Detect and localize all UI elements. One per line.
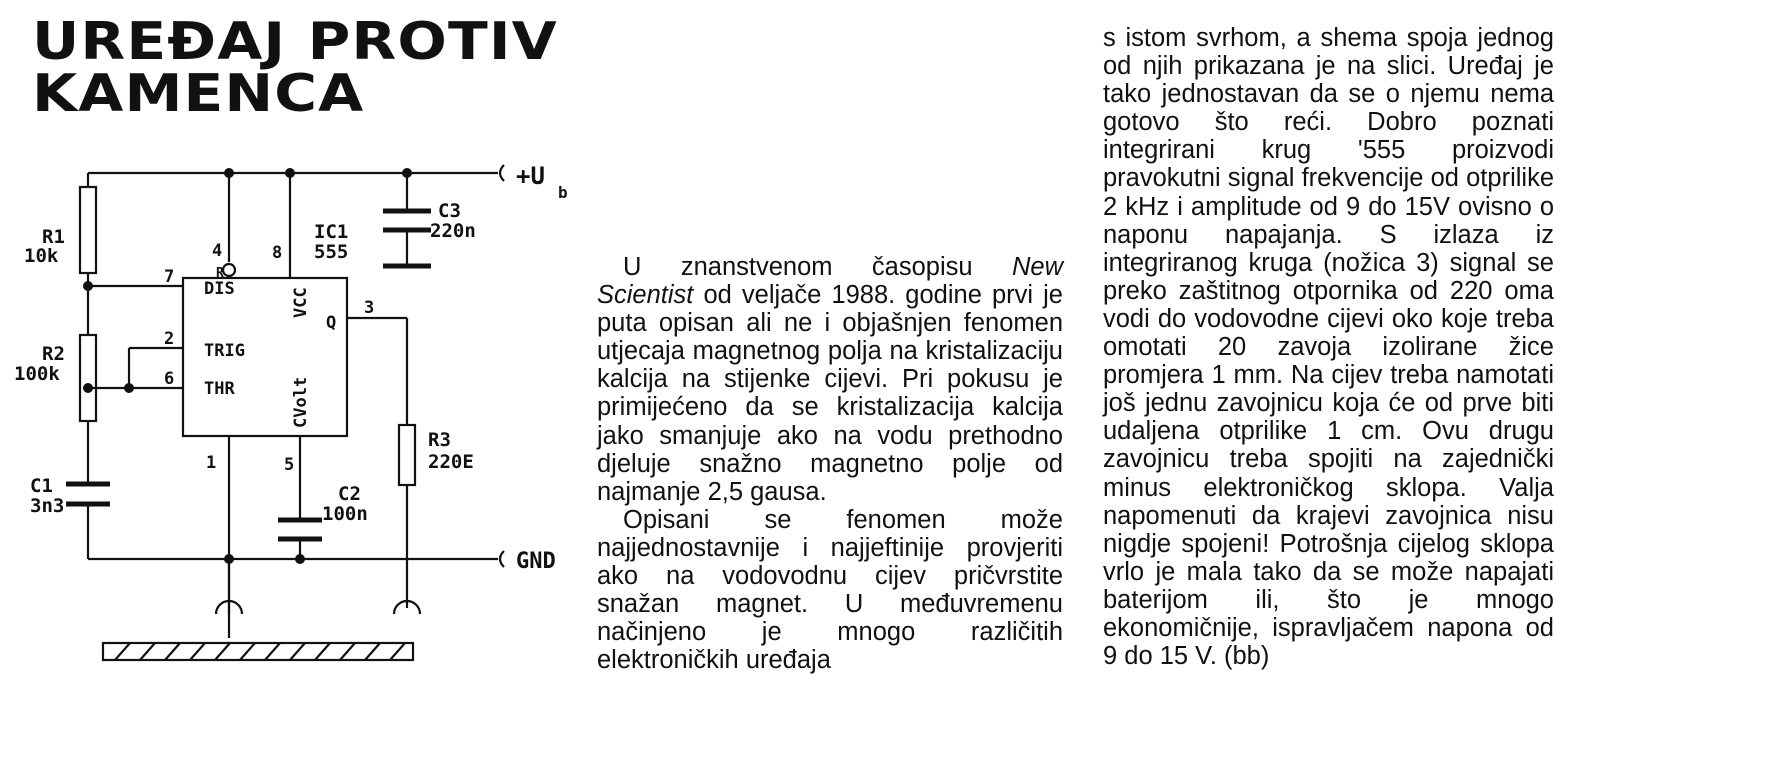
resistor-r1 — [80, 187, 96, 273]
c2-value: 100n — [322, 503, 368, 525]
title-line-2: KAMENCA — [32, 64, 365, 124]
vcc-terminal-sub: b — [558, 183, 568, 202]
capacitor-plates — [66, 211, 431, 539]
resistor-r3 — [399, 425, 415, 485]
vcc-terminal-label: +U — [516, 162, 545, 190]
gnd-terminal-label: GND — [516, 549, 556, 574]
pin-reset-name: R — [216, 266, 224, 281]
c1-value: 3n3 — [30, 495, 65, 517]
r3-label: R3 — [428, 429, 451, 451]
c1-label: C1 — [30, 475, 53, 497]
text-column-1 — [597, 253, 1063, 674]
pin-3-number: 3 — [364, 298, 375, 318]
pin-8-number: 8 — [272, 243, 283, 263]
text-column-2 — [1103, 24, 1554, 670]
resistor-r2 — [80, 335, 96, 421]
pin-2-number: 2 — [164, 329, 175, 349]
r2-label: R2 — [42, 343, 65, 365]
pin-vcc-name: VCC — [291, 287, 311, 318]
pin-thr-name: THR — [204, 379, 235, 399]
r2-value: 100k — [14, 363, 60, 385]
pin-7-number: 7 — [164, 267, 175, 287]
pin-trig-name: TRIG — [204, 341, 245, 361]
r3-value: 220E — [428, 451, 474, 473]
pin-dis-name: DIS — [204, 279, 235, 299]
ic-pin-labels — [164, 241, 374, 475]
ic-label: IC1 — [314, 221, 349, 243]
paragraph-3: s istom svrhom, a shema spoja jednog od njih prikazana je na slici. Uređaj je tako jednostavan da se o njemu nema gotovo što reći. Dobro poznati integrirani krug '555 proizvodi pravokutni signal frekvencije od otprilike 2 kHz i amplitude od 9 do 15V ovisno o naponu napajanja. S izlaza iz integriranog kruga (nožica 3) signal se preko zaštitnog otpornika od 220 oma vodi do vodovodne cijevi oko koje treba omotati 20 zavoja izolirane žice promjera 1 mm. Na cijev treba namotati još jednu zavojnicu koja će od prve biti udaljena otprilike 1 cm. Ovu drugu zavojnicu treba spojiti na zajednički minus elektroničkog sklopa. Valja napomenuti da krajevi zavojnica nisu nigdje spojeni! Potrošnja cijelog sklopa vrlo je mala tako da se može napajati baterijom ili, što je mnogo ekonomičnije, ispravljačem napona od 9 do 15 V. (bb) — [1103, 24, 1554, 671]
c3-label: C3 — [438, 200, 461, 222]
ic-value: 555 — [314, 241, 349, 263]
r1-value: 10k — [24, 245, 59, 267]
c2-label: C2 — [338, 483, 361, 505]
paragraph-1: U znanstvenom časopisu New Scientist od veljače 1988. godine prvi je puta opisan ali ne i objašnjen fenomen utjecaja magnetnog polja na kristalizaciju kalcija na stijenke cijevi. Pri pokusu je primijećeno da se kristalizacija kalcija jako smanjuje ako na vodu prethodno djeluje snažno magnetno polje od najmanje 2,5 gausa. — [597, 253, 1063, 506]
pin-q-name: Q — [326, 313, 337, 333]
article-title — [32, 12, 558, 124]
circuit-schematic — [0, 140, 600, 680]
pin-5-number: 5 — [284, 455, 295, 475]
pin-cv-name: CVolt — [291, 376, 311, 428]
paragraph-2: Opisani se fenomen može najjednostavnije i najjeftinije provjeriti ako na vodovodnu cijev pričvrstite snažan magnet. U međuvremenu načinjeno je mnogo različitih elektroničkih uređaja — [597, 505, 1063, 675]
pin-4-number: 4 — [212, 241, 223, 261]
r1-label: R1 — [42, 226, 65, 248]
title-line-1: UREĐAJ PROTIV — [32, 12, 558, 72]
pin-6-number: 6 — [164, 369, 175, 389]
c3-value: 220n — [430, 220, 476, 242]
magazine-name: New Scientist — [597, 253, 1063, 310]
pin-1-number: 1 — [206, 453, 217, 473]
